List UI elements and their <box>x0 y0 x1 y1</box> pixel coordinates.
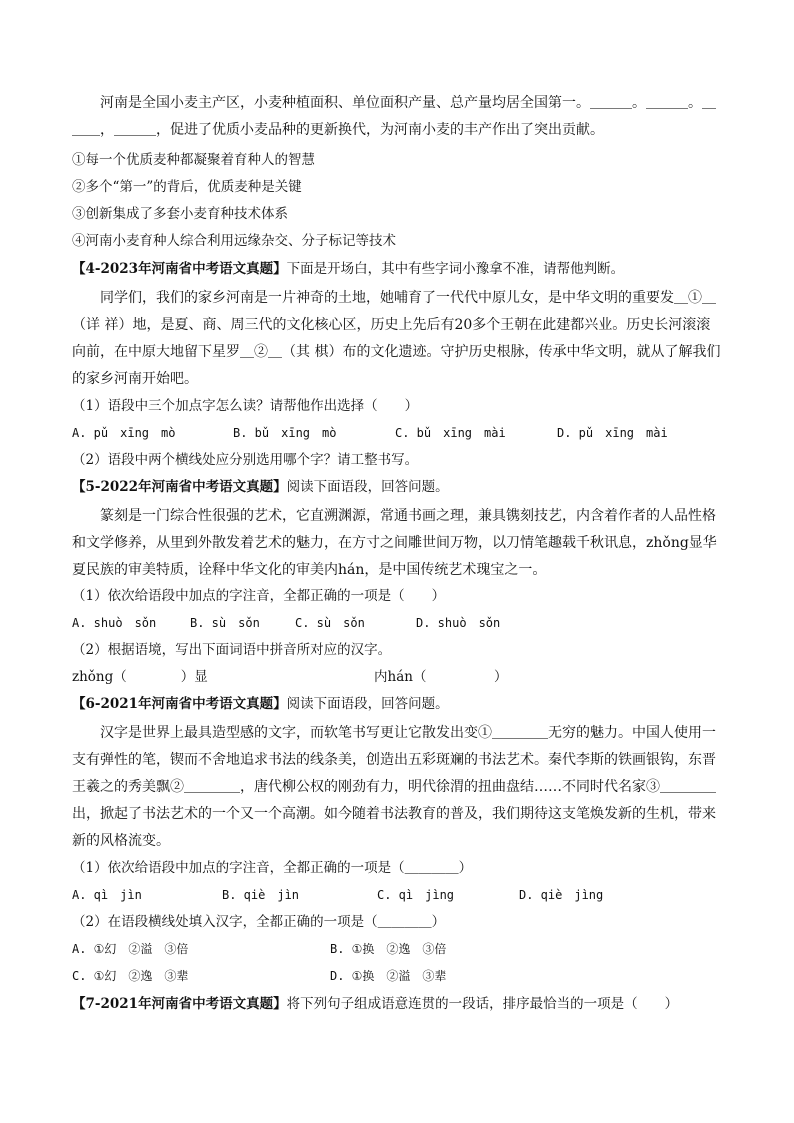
q6-tag: 【6-2021年河南省中考语文真题】 <box>72 696 287 712</box>
q6-opt2-c: C. ①幻 ②逸 ③辈 <box>72 969 189 983</box>
q5-option-b: B. sù sǒn <box>190 616 260 630</box>
q5-tag: 【5-2022年河南省中考语文真题】 <box>72 479 287 495</box>
q4-sub2: （2）语段中两个横线处应分别选用哪个字？请工整书写。 <box>72 452 419 468</box>
q5-option-c: C. sù sǒn <box>295 616 365 630</box>
q7-heading <box>72 994 722 1014</box>
q6-heading <box>72 694 722 714</box>
q5-heading <box>72 477 722 497</box>
q3-item-4: ④河南小麦育种人综合利用远缘杂交、分子标记等技术 <box>72 233 396 249</box>
q6-opt2-d: D. ①换 ②溢 ③辈 <box>330 969 447 983</box>
q4-prompt: 下面是开场白，其中有些字词小豫拿不准，请帮他判断。 <box>286 261 625 277</box>
q7-prompt: 将下列句子组成语意连贯的一段话，排序最恰当的一项是（ ） <box>286 996 679 1012</box>
q5-prompt: 阅读下面语段，回答问题。 <box>286 479 449 495</box>
q3-item-1: ①每一个优质麦种都凝聚着育种人的智慧 <box>72 152 315 168</box>
q5-fill-1: zhǒng（ ）显 <box>72 669 208 685</box>
q4-option-d: D. pǔ xīng mài <box>557 426 668 440</box>
q6-opt2-a: A. ①幻 ②溢 ③倍 <box>72 942 189 956</box>
q5-passage: 篆刻是一门综合性很强的艺术，它直溯渊源，常通书画之理，兼具镌刻技艺，内含着作者的人品性格和文学修养，从里到外散发着艺术的魅力，在方寸之间雕世间万物，以刀情笔趣载千秋讯息，zhǒng显华夏民族的审美特质，诠释中华文化的审美内hán，是中国传统艺术瑰宝之一。 <box>72 508 717 578</box>
q4-passage: 同学们，我们的家乡河南是一片神奇的土地，她哺育了一代代中原儿女，是中华文明的重要发＿①＿（详 祥）地，是夏、商、周三代的文化核心区，历史上先后有20多个王朝在此建都兴业。历史长河滚滚向前，在中原大地留下星罗＿②＿（其 棋）布的文化遗迹。守护历史根脉，传承中华文明，就从了解我们的家乡河南开始吧。 <box>72 290 721 387</box>
q5-sub2: （2）根据语境，写出下面词语中拼音所对应的汉字。 <box>72 642 392 658</box>
q3-passage: 河南是全国小麦主产区，小麦种植面积、单位面积产量、总产量均居全国第一。＿＿＿。＿＿＿。＿＿＿，＿＿＿，促进了优质小麦品种的更新换代，为河南小麦的丰产作出了突出贡献。 <box>72 95 716 138</box>
q7-tag: 【7-2021年河南省中考语文真题】 <box>72 996 287 1012</box>
q3-item-3: ③创新集成了多套小麦育种技术体系 <box>72 206 288 222</box>
q6-sub2: （2）在语段横线处填入汉字，全都正确的一项是（＿＿＿＿） <box>72 914 446 930</box>
q4-option-c: C. bǔ xīng mài <box>395 426 506 440</box>
q5-fill-2: 内hán（ ） <box>374 669 508 685</box>
q6-passage: 汉字是世界上最具造型感的文字，而软笔书写更让它散发出变①＿＿＿＿无穷的魅力。中国人使用一支有弹性的笔，锲而不舍地追求书法的线条美，创造出五彩斑斓的书法艺术。秦代李斯的铁画银钩，东晋王羲之的秀美飘②＿＿＿＿，唐代柳公权的刚劲有力，明代徐渭的扭曲盘结……不同时代名家③＿＿＿＿出，掀起了书法艺术的一个又一个高潮。如今随着书法教育的普及，我们期待这支笔焕发新的生机，带来新的风格流变。 <box>72 725 716 849</box>
q6-opt1-c: C. qì jìng <box>377 888 455 902</box>
q6-opt1-a: A. qì jìn <box>72 888 142 902</box>
q4-sub1: （1）语段中三个加点字怎么读？请帮他作出选择（ ） <box>72 398 419 414</box>
q5-fill-row <box>72 667 722 687</box>
q6-prompt: 阅读下面语段，回答问题。 <box>286 696 449 712</box>
q5-option-d: D. shuò sǒn <box>416 616 501 630</box>
q5-option-a: A. shuò sǒn <box>72 616 157 630</box>
q6-opt1-b: B. qiè jìn <box>222 888 300 902</box>
q6-sub1: （1）依次给语段中加点的字注音，全都正确的一项是（＿＿＿＿） <box>72 860 473 876</box>
q4-heading <box>72 259 722 279</box>
q5-sub1: （1）依次给语段中加点的字注音，全都正确的一项是（ ） <box>72 588 446 604</box>
q6-opt2-b: B. ①换 ②逸 ③倍 <box>330 942 447 956</box>
q6-opt1-d: D. qiè jìng <box>519 888 604 902</box>
q3-item-2: ②多个“第一”的背后，优质麦种是关键 <box>72 179 302 195</box>
q4-option-b: B. bǔ xīng mò <box>233 426 337 440</box>
q4-option-a: A. pǔ xīng mò <box>72 426 176 440</box>
q4-tag: 【4-2023年河南省中考语文真题】 <box>72 261 287 277</box>
